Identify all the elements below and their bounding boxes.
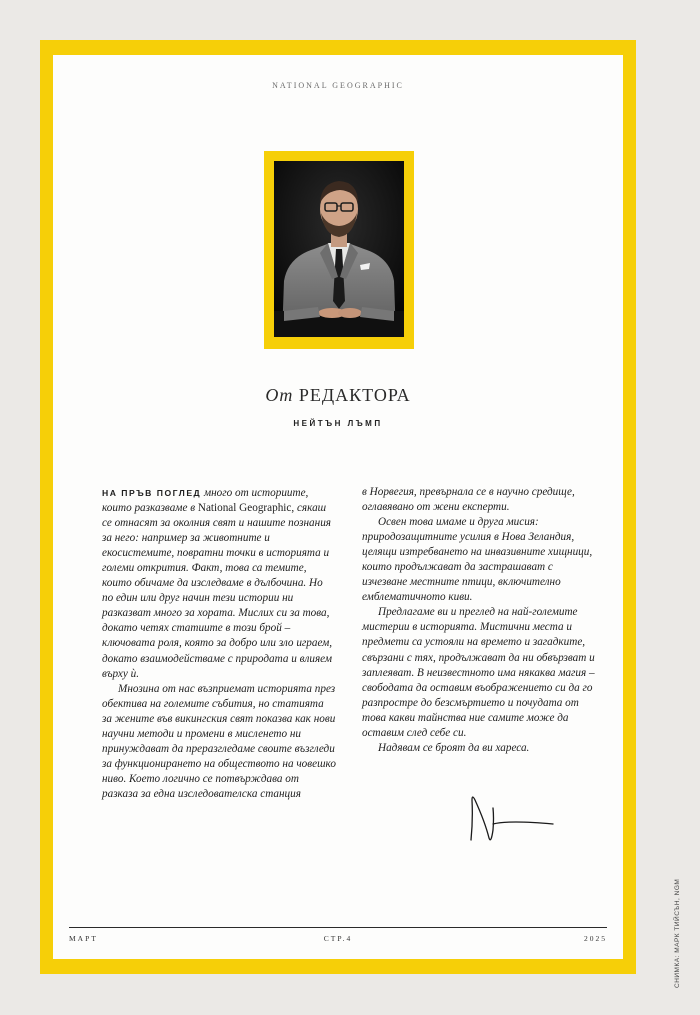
article-paragraph: Освен това имаме и друга мисия: природозащитните усилия в Нова Зеландия, целящи изтребването на инвазивните хищници, които продължават да застрашават с изчезване местните птици, включително емблематичното киви. xyxy=(362,516,593,604)
photo-credit: СНИМКА: МАРК ТИЙСЪН, NGM xyxy=(674,878,681,988)
author-name: НЕЙТЪН ЛЪМП xyxy=(293,419,383,428)
magazine-title-inline: National Geographic, xyxy=(197,502,295,515)
department-title xyxy=(53,385,623,406)
editor-portrait-photo xyxy=(274,161,404,337)
article-column-left xyxy=(102,486,336,802)
masthead: NATIONAL GEOGRAPHIC xyxy=(272,81,404,90)
editor-photo-frame xyxy=(264,151,414,349)
magazine-page xyxy=(53,55,623,959)
article-paragraph: Мнозина от нас възприемат историята през обектива на големите събития, но статията за жените във викингския свят показва как нови научни методи и промени в мисленето ни принуждават да преразгледаме своите възгледи за функционирането на обществото на човешко ниво. Което логично се потвърждава от разказа за една изследователска станция xyxy=(102,682,336,800)
footer-divider xyxy=(69,927,607,928)
lead-in: НА ПРЪВ ПОГЛЕД xyxy=(102,488,202,498)
paragraph-text: сякаш се отнасят за околния свят и нашите познания за него: например за животните и екосистемите, повратни точки в историята и големи открития. Факт, това са темите, които обичаме да изследваме в дълбочина. Но по един или друг начин тези истории ни разказват много за хората. Мислих си за това, докато четях статиите в този брой – ключовата роля, която за добро или зло играем, докато взаимодействаме с природата и влияем върху ѝ. xyxy=(102,502,333,680)
article-paragraph: в Норвегия, превърнала се в научно средище, оглавявано от жени експерти. xyxy=(362,486,575,514)
editor-signature xyxy=(463,790,563,850)
article-column-right xyxy=(362,485,596,756)
department-prefix: От xyxy=(265,385,294,405)
article-paragraph xyxy=(102,486,336,682)
footer-month: МАРТ xyxy=(69,934,98,943)
paragraph-text: много от историите, които разказваме в xyxy=(102,487,309,515)
article-paragraph: Предлагаме ви и преглед на най-големите мистерии в историята. Мистични места и предмети са устояли на времето и загадките, свързани с тях, продължават да ни обвързват и заплеяват. В неизвестното има някаква магия – свободата да оставим въображението си да го разпростре до безсмъртието и почудата от това какви тайнства ние самите може да оставим след себе си. xyxy=(362,606,595,739)
department-name: РЕДАКТОРА xyxy=(298,385,411,405)
article-paragraph: Надявам се броят да ви хареса. xyxy=(378,741,530,754)
footer-year: 2025 xyxy=(584,934,607,943)
portrait-illustration xyxy=(274,161,404,337)
footer-page-number: СТР.4 xyxy=(323,934,353,943)
